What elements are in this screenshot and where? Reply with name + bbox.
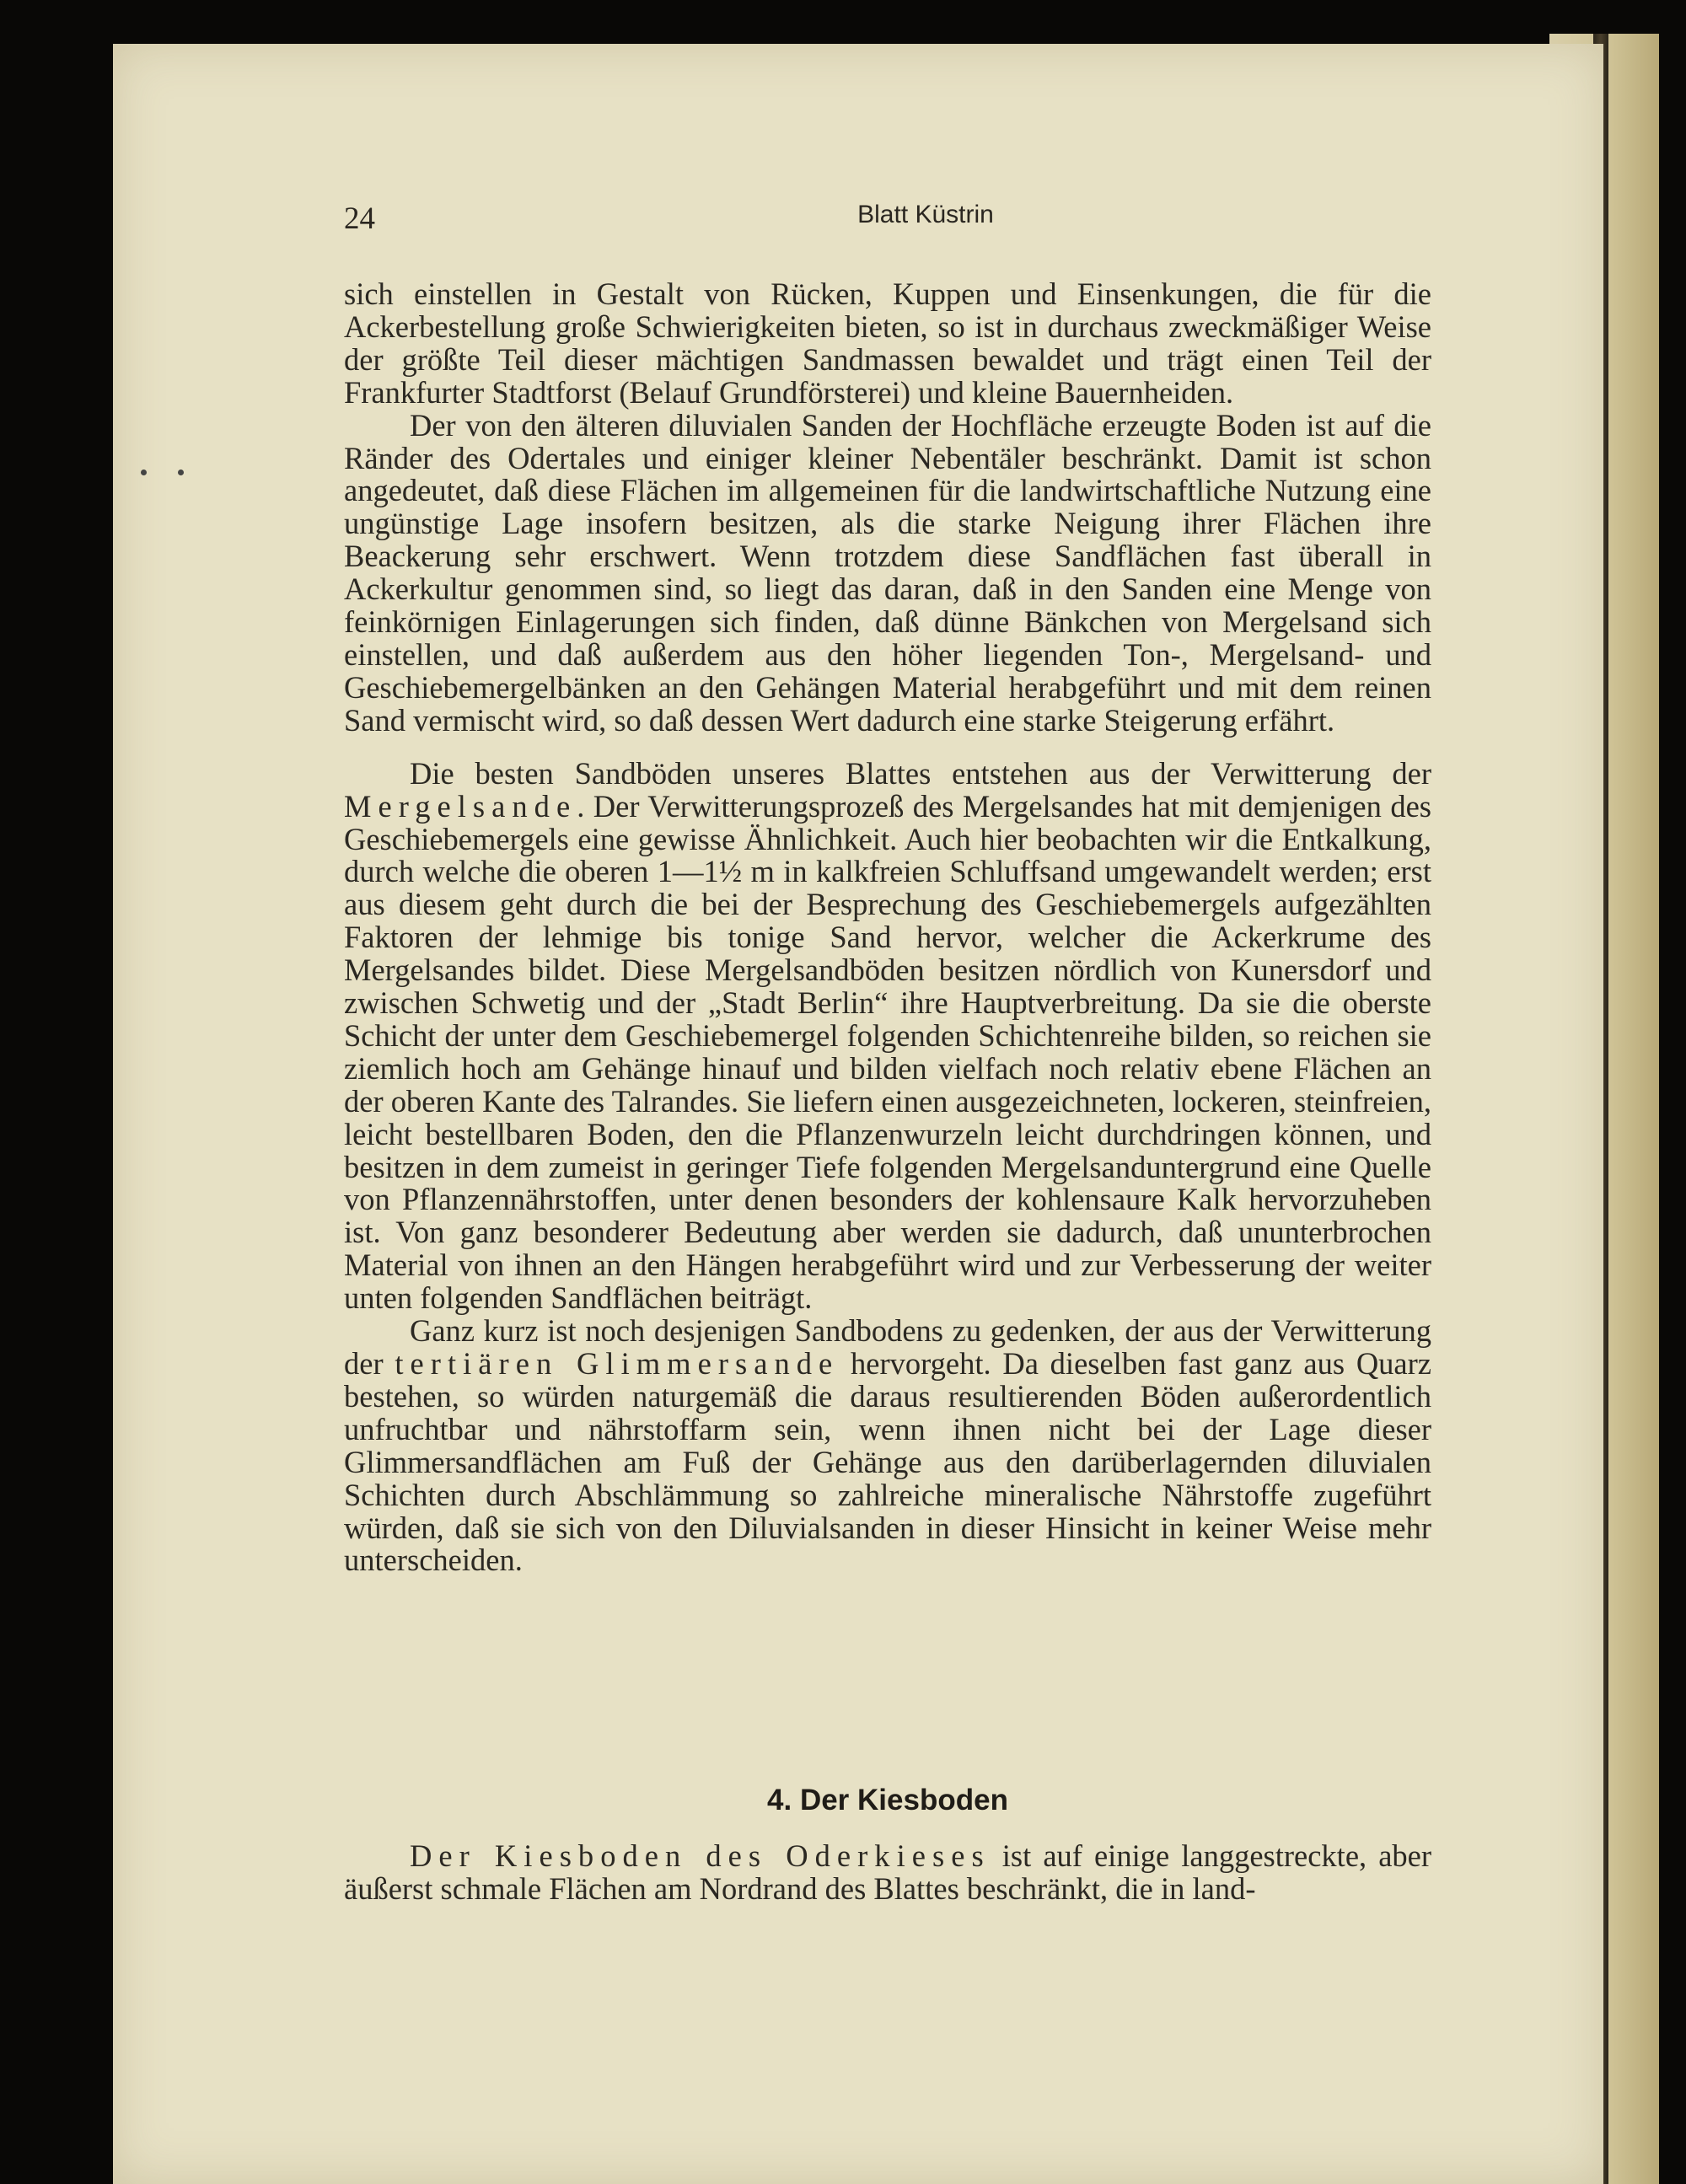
page-header xyxy=(344,201,1431,243)
spaced-term-glimmersande: tertiären Glimmersande xyxy=(395,1346,840,1381)
paragraph-4-rest: hervorgeht. Da dieselben fast ganz aus Quarz bestehen, so würden naturgemäß die daraus resultierenden Böden außerordentlich unfruchtbar und nährstoffarm sein, wenn ihnen nicht bei der Lage dieser Glimmersandflächen am Fuß der Gehänge aus den darüberlagernden diluvialen Schichten durch Abschlämmung so zahlreiche mineralische Nährstoffe zugeführt würden, daß sie sich von den Diluvialsanden in dieser Hinsicht in keiner Weise mehr unterscheiden. xyxy=(344,1346,1431,1578)
paragraph-2: Der von den älteren diluvialen Sanden der Hochfläche erzeugte Boden ist auf die Ränder des Odertales und einiger kleiner Nebentäler beschränkt. Damit ist schon angedeutet, daß diese Flächen im allgemeinen für die landwirtschaftliche Nutzung eine ungünstige Lage insofern besitzen, als die starke Neigung ihrer Flächen ihre Beackerung sehr erschwert. Wenn trotzdem diese Sandflächen fast überall in Ackerkultur genommen sind, so liegt das daran, daß in den Sanden eine Menge von feinkörnigen Einlagerungen sich finden, daß dünne Bänkchen von Mergelsand sich einstellen, und daß außerdem aus den höher liegenden Ton-, Mergelsand- und Geschiebemergelbänken an den Gehängen Material herabgeführt und mit dem reinen Sand vermischt wird, so daß dessen Wert dadurch eine starke Steigerung erfährt. xyxy=(344,407,1431,738)
paragraph-4 xyxy=(344,1315,1431,1577)
section-text xyxy=(344,1840,1431,1906)
body-text xyxy=(344,278,1431,1577)
margin-dot xyxy=(178,470,184,475)
paragraph-4-lead: Ganz kurz ist noch desjenigen Sandbodens zu gedenken, der aus der Verwitterung der xyxy=(344,1313,1431,1381)
paragraph-3-rest: . Der Verwitterungsprozeß des Mergelsandes hat mit demjenigen des Geschiebemergels eine gewisse Ähnlichkeit. Auch hier beobachten wir die Entkalkung, durch welche die oberen 1—1½ m in kalkfreien Schluffsand umgewandelt werden; erst aus diesem geht durch die bei der Besprechung des Geschiebemergels aufgezählten Faktoren der lehmige bis tonige Sand hervor, welcher die Ackerkrume des Mergelsandes bildet. Diese Mergelsandböden besitzen nördlich von Kunersdorf und zwischen Schwetig und der „Stadt Berlin“ ihre Hauptverbreitung. Da sie die oberste Schicht der unter dem Geschiebemergel folgenden Schichtenreihe bilden, so reichen sie ziemlich hoch am Gehänge hinauf und bilden vielfach noch relativ ebene Flächen an der oberen Kante des Talrandes. Sie liefern einen ausgezeichneten, lockeren, steinfreien, leicht bestellbaren Boden, den die Pflanzenwurzeln leicht durchdringen können, und besitzen in dem zumeist in geringer Tiefe folgenden Mergelsanduntergrund eine Quelle von Pflanzennährstoffen, unter denen besonders der kohlensaure Kalk hervorzuheben ist. Von ganz besonderer Bedeutung aber werden sie dadurch, daß ununterbrochen Material von ihnen an den Hängen herabgeführt wird und zur Verbesserung der weiter unten folgenden Sandflächen beiträgt. xyxy=(344,788,1431,1316)
spaced-term-mergelsande: Mergelsande xyxy=(344,788,577,824)
paragraph-3-lead: Die besten Sandböden unseres Blattes entstehen aus der Verwitterung der xyxy=(410,755,1431,791)
section-heading: 4. Der Kiesboden xyxy=(767,1784,1008,1816)
paragraph-3 xyxy=(344,755,1431,1316)
running-title: Blatt Küstrin xyxy=(857,201,994,228)
margin-dot xyxy=(141,470,147,475)
page-number: 24 xyxy=(344,201,375,236)
paragraph-5-rest: ist auf einige langgestreckte, aber äußerst schmale Flächen am Nordrand des Blattes beschränkt, die in land- xyxy=(344,1838,1432,1906)
paragraph-1: sich einstellen in Gestalt von Rücken, Kuppen und Einsenkungen, die für die Ackerbestellung große Schwierigkeiten bieten, so ist in durchaus zweckmäßiger Weise der größte Teil dieser mächtigen Sandmassen bewaldet und trägt einen Teil der Frankfurter Stadtforst (Belauf Grundförsterei) und kleine Bauernheiden. xyxy=(344,276,1431,410)
paragraph-5 xyxy=(344,1840,1431,1906)
spaced-term-kiesboden: Der Kiesboden des Oderkieses xyxy=(410,1838,991,1873)
